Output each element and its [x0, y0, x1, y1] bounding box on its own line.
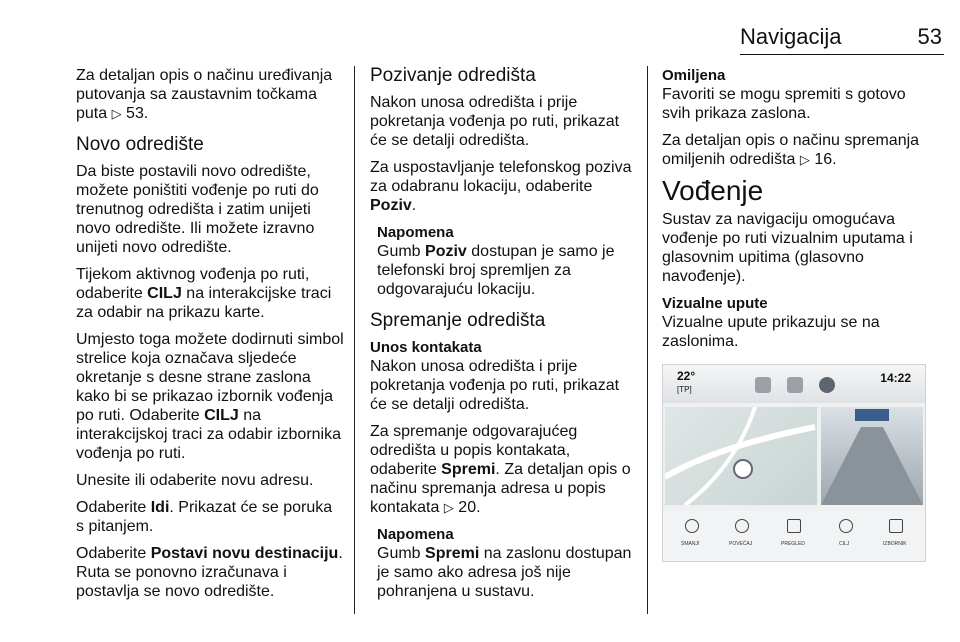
screen-button-label: CILJ [839, 541, 850, 547]
header-rule [740, 54, 944, 55]
paragraph: Odaberite Idi. Prikazat će se poruka s pitanjem. [76, 499, 333, 535]
column-1 [76, 66, 344, 609]
menu-icon [889, 519, 903, 533]
navigation-icon [819, 377, 835, 393]
phone-icon [787, 377, 803, 393]
lane-guidance-view [821, 407, 923, 505]
triangle-right-icon: ▷ [443, 500, 454, 515]
subheading-omiljena: Omiljena [662, 67, 726, 84]
page-header [740, 24, 952, 56]
section-heading-spremanje: Spremanje odredišta [370, 310, 546, 331]
route-map-graphic [665, 407, 817, 505]
paragraph: Za detaljan opis o načinu spremanja omiljenih odredišta ▷ 16. [662, 132, 920, 168]
section-heading-pozivanje: Pozivanje odredišta [370, 65, 536, 86]
navigation-screen-illustration [662, 364, 926, 562]
header-title: Navigacija [740, 24, 842, 49]
destination-icon [839, 519, 853, 533]
note-box [370, 223, 634, 299]
paragraph: Favoriti se mogu spremiti s gotovo svih prikaza zaslona. [662, 86, 906, 122]
paragraph: Unesite ili odaberite novu adresu. [76, 472, 314, 489]
subheading-vizualne: Vizualne upute [662, 295, 768, 312]
screen-status-bar [663, 365, 925, 403]
screen-button-label: SMANJI [681, 541, 700, 547]
paragraph: Za uspostavljanje telefonskog poziva za odabranu lokaciju, odaberite Poziv. [370, 159, 632, 214]
overview-icon [787, 519, 801, 533]
screen-button-label: POVEĆAJ [729, 541, 753, 547]
paragraph: Nakon unosa odredišta i prije pokretanja vođenja po ruti, prikazat će se detalji odredišta. [370, 358, 620, 413]
page-number: 53 [917, 24, 942, 49]
paragraph: Sustav za navigaciju omogućava vođenje po ruti vizualnim uputama i glasovnim upitima (glasovno navođenje). [662, 211, 913, 285]
paragraph: Vizualne upute prikazuju se na zaslonima. [662, 314, 880, 350]
paragraph: Tijekom aktivnog vođenja po ruti, odaberite CILJ na interakcijske traci za odabir na prikazu karte. [76, 266, 332, 321]
paragraph: Odaberite Postavi novu destinaciju. Ruta se ponovno izračunava i postavlja se novo odredište. [76, 545, 343, 600]
lane-graphic [821, 407, 923, 505]
tp-indicator: [TP] [677, 385, 692, 394]
column-2 [370, 66, 634, 611]
section-heading-novo: Novo odredište [76, 134, 204, 155]
screen-button-label: PREGLED [781, 541, 805, 547]
note-box [370, 525, 634, 601]
column-divider-2 [647, 66, 648, 614]
clock: 14:22 [880, 371, 911, 385]
interaction-bar [663, 511, 925, 561]
map-view [665, 407, 817, 505]
paragraph: Umjesto toga možete dodirnuti simbol strelice koja označava sljedeće okretanje s desne strane zaslona kako bi se prikazao izbornik vođenja po ruti. Odaberite CILJ na interakcijskoj traci za odabir izbornika vođenja po ruti. [76, 331, 344, 462]
column-3 [662, 66, 932, 359]
music-icon [755, 377, 771, 393]
note-text: Gumb Spremi na zaslonu dostupan je samo ako adresa još nije pohranjena u sustavu. [377, 545, 632, 600]
zoom-in-icon [735, 519, 749, 533]
note-title: Napomena [377, 526, 454, 543]
temperature: 22° [677, 369, 696, 383]
chapter-heading-vodenje: Vođenje [662, 175, 764, 206]
triangle-right-icon: ▷ [799, 152, 810, 167]
note-text: Gumb Poziv dostupan je samo je telefonski broj spremljen za odgovarajuću lokaciju. [377, 243, 615, 298]
triangle-right-icon: ▷ [111, 106, 122, 121]
screen-button-label: IZBORNIK [883, 541, 907, 547]
column-divider-1 [354, 66, 355, 614]
note-title: Napomena [377, 224, 454, 241]
paragraph: Da biste postavili novo odredište, možete poništiti vođenje po ruti do trenutnog odredišta i zatim unijeti novo odredište. Ili možete izravno unijeti novo odredište. [76, 163, 319, 256]
paragraph: Za spremanje odgovarajućeg odredišta u popis kontakata, odaberite Spremi. Za detaljan opis o načinu spremanja adresa u popis kontakata ▷ 20. [370, 423, 631, 516]
subheading-unos: Unos kontakata [370, 339, 482, 356]
paragraph: Za detaljan opis o načinu uređivanja putovanja sa zaustavnim točkama puta ▷ 53. [76, 67, 333, 122]
paragraph: Nakon unosa odredišta i prije pokretanja vođenja po ruti, prikazat će se detalji odredišta. [370, 94, 620, 149]
zoom-out-icon [685, 519, 699, 533]
